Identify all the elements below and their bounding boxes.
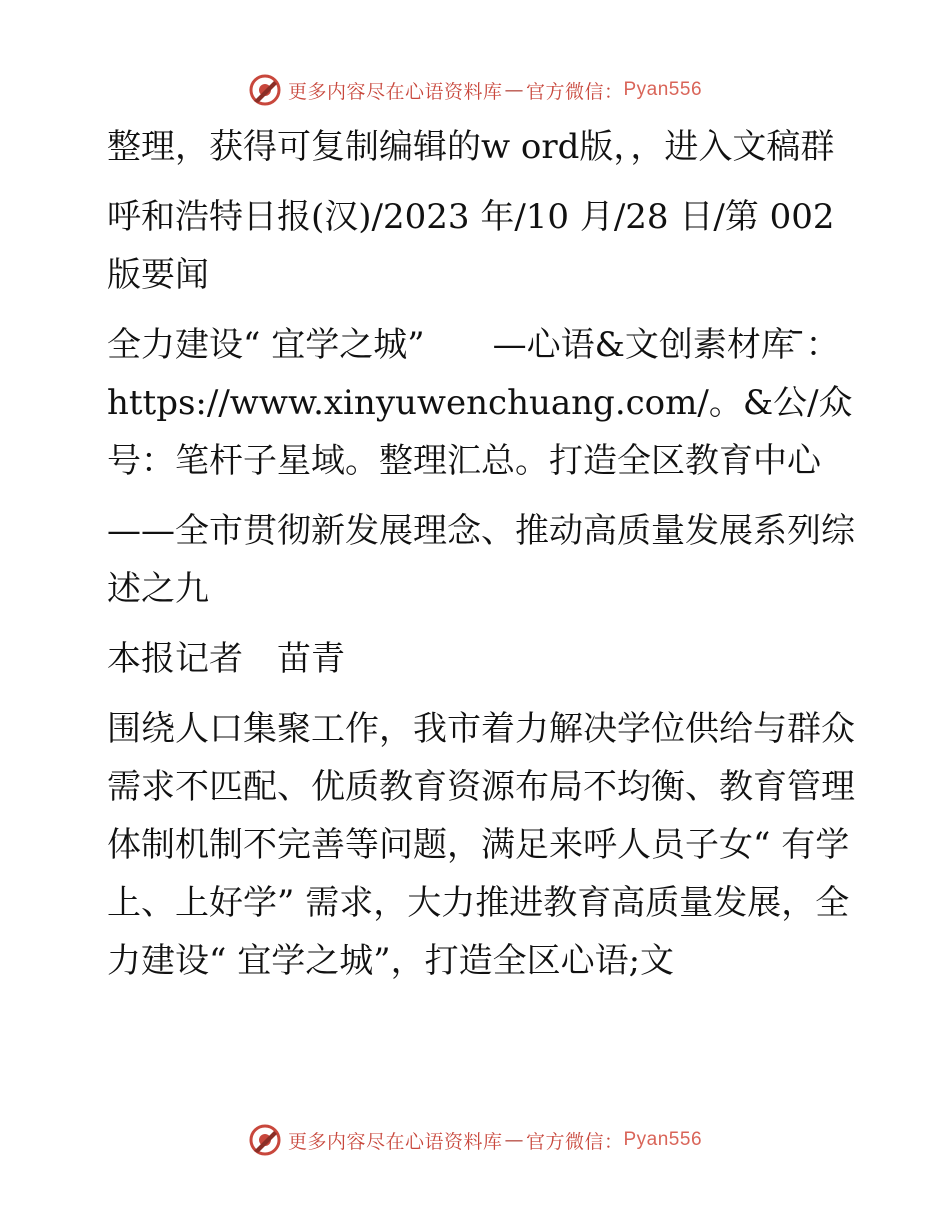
- banner-text: 更多内容尽在心语资料库: [287, 1130, 503, 1153]
- quill-logo-icon: [248, 1123, 282, 1157]
- paragraph-headline: 全力建设“ 宜学之城” —心语&文创素材库 ̄：https://www.xinyuwenchuang.com/。&公/众号：笔杆子星域。整理汇总。打造全区教育中心: [107, 325, 853, 481]
- paragraph-source: 呼和浩特日报(汉)/2023 年/10 月/28 日/第 002 版要闻: [107, 197, 835, 295]
- paragraph-byline: 本报记者 苗青: [107, 639, 345, 679]
- banner-separator: —: [504, 1129, 524, 1151]
- quill-logo-icon: [248, 73, 282, 107]
- banner-wechat-id: Pyan556: [623, 1129, 703, 1150]
- banner-wechat-label: 官方微信：: [525, 80, 624, 103]
- banner-separator: —: [504, 79, 524, 101]
- header-watermark-banner: [0, 70, 950, 110]
- paragraph-body: 围绕人口集聚工作，我市着力解决学位供给与群众需求不匹配、优质教育资源布局不均衡、教育管理体制机制不完善等问题，满足来呼人员子女“ 有学上、上好学” 需求，大力推进教育高质量发展，全力建设“ 宜学之城”，打造全区心语;文: [107, 709, 855, 981]
- banner-wechat-label: 官方微信：: [525, 1130, 624, 1153]
- banner-wechat-id: Pyan556: [623, 79, 703, 100]
- paragraph-intro: 整理，获得可复制编辑的w ord版，，进入文稿群: [107, 127, 835, 167]
- document-body: [97, 118, 857, 1002]
- paragraph-subtitle: ——全市贯彻新发展理念、推动高质量发展系列综述之九: [107, 511, 855, 609]
- footer-watermark-banner: [0, 1120, 950, 1160]
- banner-text: 更多内容尽在心语资料库: [287, 80, 503, 103]
